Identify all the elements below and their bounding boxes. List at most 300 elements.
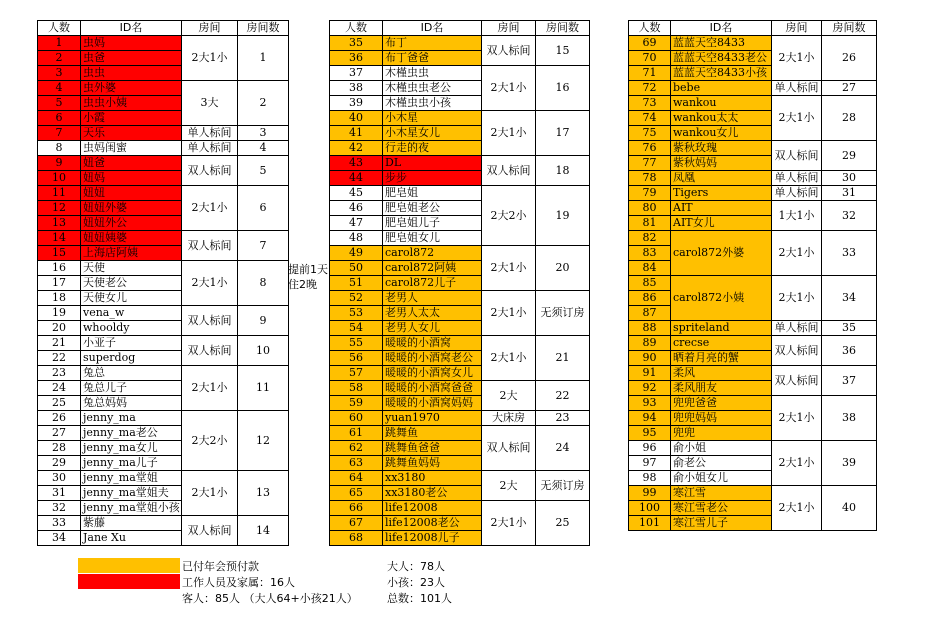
guest-id: 虫外婆 (81, 81, 182, 96)
room-type: 2大1小 (182, 261, 238, 306)
guest-id: wankou (671, 96, 772, 111)
person-number: 31 (38, 486, 81, 501)
guest-id: 布丁爸爸 (383, 51, 482, 66)
room-count: 无须订房 (536, 291, 590, 336)
guest-id: 紫藤 (81, 516, 182, 531)
person-number: 69 (629, 36, 671, 51)
room-count: 39 (822, 441, 877, 486)
person-number: 19 (38, 306, 81, 321)
room-count: 18 (536, 156, 590, 186)
guest-id: carol872 (383, 246, 482, 261)
room-count: 4 (238, 141, 289, 156)
person-number: 22 (38, 351, 81, 366)
guest-id: life12008 (383, 501, 482, 516)
person-number: 83 (629, 246, 671, 261)
guest-id: carol872小姨 (671, 276, 772, 321)
person-number: 82 (629, 231, 671, 246)
table-row (38, 306, 289, 321)
guest-id: 木槿虫虫老公 (383, 81, 482, 96)
guest-id: 蓝蓝天空8433 (671, 36, 772, 51)
room-count: 15 (536, 36, 590, 66)
guest-id: 寒江雪儿子 (671, 516, 772, 531)
room-type: 双人标间 (482, 156, 536, 186)
room-count: 20 (536, 246, 590, 291)
person-number: 24 (38, 381, 81, 396)
person-number: 26 (38, 411, 81, 426)
person-number: 36 (330, 51, 383, 66)
room-type: 2大1小 (482, 111, 536, 156)
table-row (330, 501, 590, 516)
room-type: 双人标间 (772, 336, 822, 366)
header-id: ID名 (383, 21, 482, 36)
room-type: 大床房 (482, 411, 536, 426)
person-number: 79 (629, 186, 671, 201)
room-count: 29 (822, 141, 877, 171)
guest-id: 小木星女儿 (383, 126, 482, 141)
person-number: 33 (38, 516, 81, 531)
person-number: 89 (629, 336, 671, 351)
room-type: 双人标间 (182, 306, 238, 336)
guest-id: 俞小姐 (671, 441, 772, 456)
room-type: 2大 (482, 381, 536, 411)
guest-id: life12008儿子 (383, 531, 482, 546)
guest-id: 天乐 (81, 126, 182, 141)
person-number: 72 (629, 81, 671, 96)
person-number: 71 (629, 66, 671, 81)
guest-id: 天使老公 (81, 276, 182, 291)
person-number: 21 (38, 336, 81, 351)
guest-id: 虫妈闺蜜 (81, 141, 182, 156)
room-count: 11 (238, 366, 289, 411)
person-number: 75 (629, 126, 671, 141)
person-number: 53 (330, 306, 383, 321)
table-row (629, 441, 877, 456)
guest-id: 蓝蓝天空8433老公 (671, 51, 772, 66)
guest-id: vena_w (81, 306, 182, 321)
person-number: 48 (330, 231, 383, 246)
table-row (38, 81, 289, 96)
person-number: 91 (629, 366, 671, 381)
guest-id: wankou太太 (671, 111, 772, 126)
guest-id: carol872儿子 (383, 276, 482, 291)
person-number: 37 (330, 66, 383, 81)
guest-id: 兜兜妈妈 (671, 411, 772, 426)
total-adults: 大人：78人 (387, 560, 445, 573)
table-row (629, 321, 877, 336)
room-type: 双人标间 (772, 366, 822, 396)
guest-id: 虫虫 (81, 66, 182, 81)
person-number: 49 (330, 246, 383, 261)
person-number: 18 (38, 291, 81, 306)
table-row (38, 141, 289, 156)
person-number: 97 (629, 456, 671, 471)
guest-id: 寒江雪 (671, 486, 772, 501)
room-type: 2大1小 (772, 486, 822, 531)
guest-id: 妞妞外婆 (81, 201, 182, 216)
guest-id: yuan1970 (383, 411, 482, 426)
room-type: 2大1小 (772, 96, 822, 141)
room-type: 2大1小 (772, 396, 822, 441)
room-count: 30 (822, 171, 877, 186)
guest-id: 虫爸 (81, 51, 182, 66)
table-row (330, 156, 590, 171)
person-number: 4 (38, 81, 81, 96)
table-row (38, 471, 289, 486)
side-note: 提前1天住2晚 (288, 263, 328, 291)
person-number: 94 (629, 411, 671, 426)
table-row (629, 36, 877, 51)
room-count: 9 (238, 306, 289, 336)
room-count: 36 (822, 336, 877, 366)
person-number: 16 (38, 261, 81, 276)
guest-id: whooldy (81, 321, 182, 336)
guest-id: xx3180 (383, 471, 482, 486)
room-type: 2大1小 (772, 276, 822, 321)
room-type: 单人标间 (772, 321, 822, 336)
guest-table-1 (37, 20, 289, 546)
person-number: 95 (629, 426, 671, 441)
guest-id: 紫秋妈妈 (671, 156, 772, 171)
header-room-count: 房间数 (238, 21, 289, 36)
guest-id: 跳舞鱼爸爸 (383, 441, 482, 456)
person-number: 66 (330, 501, 383, 516)
guest-table-2 (329, 20, 590, 546)
room-count: 33 (822, 231, 877, 276)
table-row (330, 426, 590, 441)
table-row (629, 276, 877, 291)
person-number: 7 (38, 126, 81, 141)
person-number: 2 (38, 51, 81, 66)
person-number: 51 (330, 276, 383, 291)
guest-id: 妞妈 (81, 171, 182, 186)
room-count: 23 (536, 411, 590, 426)
room-type: 2大1小 (182, 366, 238, 411)
guest-id: jenny_ma女儿 (81, 441, 182, 456)
guest-id: 天使女儿 (81, 291, 182, 306)
person-number: 93 (629, 396, 671, 411)
room-type: 2大1小 (482, 336, 536, 381)
person-number: 54 (330, 321, 383, 336)
guest-id: spriteland (671, 321, 772, 336)
person-number: 78 (629, 171, 671, 186)
guest-id: DL (383, 156, 482, 171)
person-number: 38 (330, 81, 383, 96)
room-type: 双人标间 (182, 336, 238, 366)
table-row (629, 96, 877, 111)
person-number: 63 (330, 456, 383, 471)
person-number: 23 (38, 366, 81, 381)
guest-id: 肥皂姐 (383, 186, 482, 201)
guest-id: Tigers (671, 186, 772, 201)
guest-id: 兜兜 (671, 426, 772, 441)
room-count: 40 (822, 486, 877, 531)
guest-id: jenny_ma老公 (81, 426, 182, 441)
guest-id: 跳舞鱼 (383, 426, 482, 441)
table-row (38, 156, 289, 171)
person-number: 17 (38, 276, 81, 291)
table-row (38, 36, 289, 51)
room-count: 7 (238, 231, 289, 261)
guest-id: crecse (671, 336, 772, 351)
person-number: 28 (38, 441, 81, 456)
person-number: 47 (330, 216, 383, 231)
guest-id: 兔总 (81, 366, 182, 381)
person-number: 98 (629, 471, 671, 486)
room-count: 6 (238, 186, 289, 231)
person-number: 80 (629, 201, 671, 216)
table-row (629, 171, 877, 186)
room-type: 2大2小 (182, 411, 238, 471)
person-number: 15 (38, 246, 81, 261)
person-number: 60 (330, 411, 383, 426)
person-number: 101 (629, 516, 671, 531)
room-count: 10 (238, 336, 289, 366)
guest-id: 肥皂姐女儿 (383, 231, 482, 246)
table-row (330, 36, 590, 51)
guest-id: 虫妈 (81, 36, 182, 51)
header-room-count: 房间数 (536, 21, 590, 36)
guest-id: 柔风朋友 (671, 381, 772, 396)
header-count: 人数 (38, 21, 81, 36)
room-type: 双人标间 (482, 426, 536, 471)
table-row (38, 231, 289, 246)
room-count: 25 (536, 501, 590, 546)
guest-id: 紫秋玫瑰 (671, 141, 772, 156)
person-number: 25 (38, 396, 81, 411)
guest-id: AIT女儿 (671, 216, 772, 231)
header-room: 房间 (772, 21, 822, 36)
room-count: 35 (822, 321, 877, 336)
person-number: 29 (38, 456, 81, 471)
person-number: 44 (330, 171, 383, 186)
table-row (330, 471, 590, 486)
person-number: 39 (330, 96, 383, 111)
room-type: 双人标间 (482, 36, 536, 66)
room-type: 2大1小 (772, 231, 822, 276)
room-count: 12 (238, 411, 289, 471)
person-number: 27 (38, 426, 81, 441)
header-count: 人数 (629, 21, 671, 36)
table-row (38, 336, 289, 351)
person-number: 86 (629, 291, 671, 306)
guest-id: 俞小姐女儿 (671, 471, 772, 486)
person-number: 46 (330, 201, 383, 216)
table-row (330, 411, 590, 426)
room-count: 21 (536, 336, 590, 381)
person-number: 20 (38, 321, 81, 336)
person-number: 73 (629, 96, 671, 111)
guest-id: 步步 (383, 171, 482, 186)
person-number: 40 (330, 111, 383, 126)
table-row (629, 336, 877, 351)
room-type: 单人标间 (182, 126, 238, 141)
room-count: 37 (822, 366, 877, 396)
person-number: 62 (330, 441, 383, 456)
person-number: 12 (38, 201, 81, 216)
table-row (330, 381, 590, 396)
room-count: 14 (238, 516, 289, 546)
legend-paid-label: 已付年会预付款 (182, 560, 259, 573)
person-number: 1 (38, 36, 81, 51)
room-type: 2大 (482, 471, 536, 501)
guest-id: 布丁 (383, 36, 482, 51)
guest-id: 妞妞外公 (81, 216, 182, 231)
guest-id: jenny_ma堂姐夫 (81, 486, 182, 501)
room-type: 2大1小 (482, 501, 536, 546)
room-count: 38 (822, 396, 877, 441)
person-number: 14 (38, 231, 81, 246)
table-row (330, 66, 590, 81)
guest-id: jenny_ma (81, 411, 182, 426)
person-number: 41 (330, 126, 383, 141)
guest-id: 暖暖的小酒窝 (383, 336, 482, 351)
room-type: 双人标间 (772, 141, 822, 171)
guest-id: 兔总妈妈 (81, 396, 182, 411)
person-number: 61 (330, 426, 383, 441)
room-count: 32 (822, 201, 877, 231)
person-number: 30 (38, 471, 81, 486)
person-number: 10 (38, 171, 81, 186)
room-count: 26 (822, 36, 877, 81)
guest-id: 暖暖的小酒窝爸爸 (383, 381, 482, 396)
table-row (629, 396, 877, 411)
guest-id: 妞妞 (81, 186, 182, 201)
guest-id: life12008老公 (383, 516, 482, 531)
room-count: 31 (822, 186, 877, 201)
guest-id: 虫虫小姨 (81, 96, 182, 111)
guest-id: 天使 (81, 261, 182, 276)
room-count: 8 (238, 261, 289, 306)
table-row (38, 411, 289, 426)
table-row (38, 516, 289, 531)
guest-id: xx3180老公 (383, 486, 482, 501)
guest-id: 妞妞姨婆 (81, 231, 182, 246)
table-row (629, 81, 877, 96)
person-number: 52 (330, 291, 383, 306)
guest-id: jenny_ma堂姐 (81, 471, 182, 486)
person-number: 67 (330, 516, 383, 531)
room-count: 1 (238, 36, 289, 81)
room-count: 22 (536, 381, 590, 411)
header-room: 房间 (182, 21, 238, 36)
room-type: 2大1小 (482, 66, 536, 111)
table-row (629, 366, 877, 381)
guest-id: 兔总儿子 (81, 381, 182, 396)
header-count: 人数 (330, 21, 383, 36)
guest-id: Jane Xu (81, 531, 182, 546)
guest-id: 柔风 (671, 366, 772, 381)
header-room-count: 房间数 (822, 21, 877, 36)
person-number: 8 (38, 141, 81, 156)
room-type: 2大1小 (772, 441, 822, 486)
person-number: 81 (629, 216, 671, 231)
table-row (629, 486, 877, 501)
table-row (330, 336, 590, 351)
person-number: 84 (629, 261, 671, 276)
person-number: 34 (38, 531, 81, 546)
guest-id: bebe (671, 81, 772, 96)
room-type: 2大1小 (482, 246, 536, 291)
legend-staff-swatch (78, 574, 180, 589)
guest-id: wankou女儿 (671, 126, 772, 141)
guest-id: 肥皂姐儿子 (383, 216, 482, 231)
room-count: 34 (822, 276, 877, 321)
person-number: 32 (38, 501, 81, 516)
person-number: 57 (330, 366, 383, 381)
guest-id: 暖暖的小酒窝女儿 (383, 366, 482, 381)
guest-id: 老男人太太 (383, 306, 482, 321)
room-type: 双人标间 (182, 156, 238, 186)
guest-id: jenny_ma儿子 (81, 456, 182, 471)
guest-id: 俞老公 (671, 456, 772, 471)
legend-paid-swatch (78, 558, 180, 573)
room-type: 2大1小 (772, 36, 822, 81)
total-children: 小孩：23人 (387, 576, 445, 589)
table-row (38, 366, 289, 381)
guest-id: 小木星 (383, 111, 482, 126)
person-number: 77 (629, 156, 671, 171)
person-number: 11 (38, 186, 81, 201)
room-count: 无须订房 (536, 471, 590, 501)
person-number: 56 (330, 351, 383, 366)
room-count: 27 (822, 81, 877, 96)
guest-id: carol872外婆 (671, 231, 772, 276)
room-count: 5 (238, 156, 289, 186)
person-number: 58 (330, 381, 383, 396)
person-number: 87 (629, 306, 671, 321)
person-number: 90 (629, 351, 671, 366)
person-number: 45 (330, 186, 383, 201)
person-number: 85 (629, 276, 671, 291)
person-number: 9 (38, 156, 81, 171)
room-count: 19 (536, 186, 590, 246)
guest-id: 暖暖的小酒窝妈妈 (383, 396, 482, 411)
room-type: 2大1小 (482, 291, 536, 336)
guest-id: 跳舞鱼妈妈 (383, 456, 482, 471)
table-row (330, 111, 590, 126)
room-count: 2 (238, 81, 289, 126)
room-type: 2大1小 (182, 471, 238, 516)
guest-id: 小霞 (81, 111, 182, 126)
person-number: 59 (330, 396, 383, 411)
person-number: 65 (330, 486, 383, 501)
room-count: 16 (536, 66, 590, 111)
guest-id: 蓝蓝天空8433小孩 (671, 66, 772, 81)
guest-id: 妞爸 (81, 156, 182, 171)
room-type: 双人标间 (182, 231, 238, 261)
total-all: 总数：101人 (387, 592, 452, 605)
guest-id: superdog (81, 351, 182, 366)
person-number: 43 (330, 156, 383, 171)
room-type: 单人标间 (772, 171, 822, 186)
table-row (330, 186, 590, 201)
guest-id: 上海店阿姨 (81, 246, 182, 261)
table-row (629, 141, 877, 156)
person-number: 5 (38, 96, 81, 111)
room-type: 单人标间 (772, 186, 822, 201)
person-number: 55 (330, 336, 383, 351)
room-count: 3 (238, 126, 289, 141)
guest-id: 老男人女儿 (383, 321, 482, 336)
room-type: 1大1小 (772, 201, 822, 231)
table-row (629, 231, 877, 246)
table-row (38, 126, 289, 141)
guest-id: 肥皂姐老公 (383, 201, 482, 216)
person-number: 74 (629, 111, 671, 126)
table-row (38, 261, 289, 276)
person-number: 76 (629, 141, 671, 156)
header-id: ID名 (81, 21, 182, 36)
